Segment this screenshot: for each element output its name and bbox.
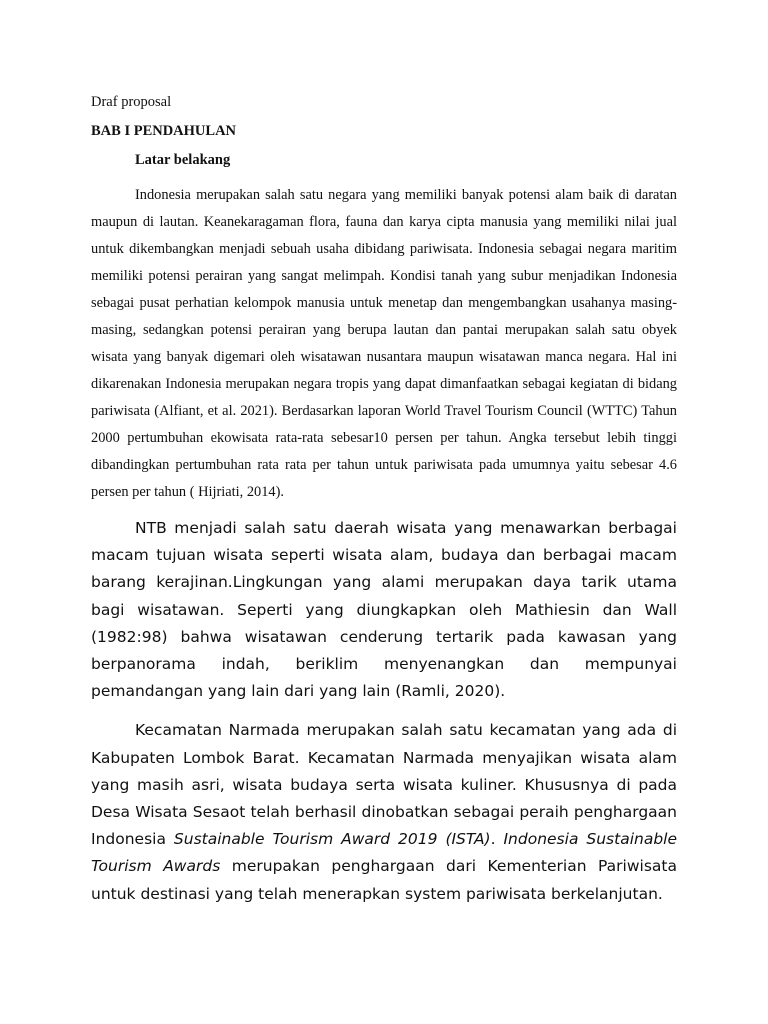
paragraph-3-italic-2: Indonesia Sustainable Tourism Awards bbox=[91, 830, 678, 876]
draft-label: Draf proposal bbox=[91, 94, 172, 110]
paragraph-3-part-2: . bbox=[490, 830, 504, 849]
paragraph-2: NTB menjadi salah satu daerah wisata yang menawarkan berbagai macam tujuan wisata seperti wisata alam, budaya dan berbagai macam barang kerajinan.Lingkungan yang alami merupakan daya tarik utama bagi wisatawan. Seperti yang diungkapkan oleh Mathiesin dan Wall (1982:98) bahwa wisatawan cenderung tertarik pada kawasan yang berpanorama indah, beriklim menyenangkan dan mempunyai pemandangan yang lain dari yang lain (Ramli, 2020). bbox=[91, 519, 677, 701]
paragraph-3-part-3: merupakan penghargaan dari Kementerian Pariwisata untuk destinasi yang telah menerapkan system pariwisata berkelanjutan. bbox=[91, 857, 677, 903]
paragraph-3-part-1: Kecamatan Narmada merupakan salah satu kecamatan yang ada di Kabupaten Lombok Barat. Kecamatan Narmada menyajikan wisata alam yang masih asri, wisata budaya serta wisata kuliner. Khususnya di pada Desa Wisata Sesaot telah berhasil dinobatkan sebagai peraih penghargaan Indonesia bbox=[91, 721, 677, 849]
paragraph-3 bbox=[91, 717, 677, 907]
paragraph-1: Indonesia merupakan salah satu negara yang memiliki banyak potensi alam baik di daratan maupun di lautan. Keanekaragaman flora, fauna dan karya cipta manusia yang memiliki nilai jual untuk dikembangkan menjadi sebuah usaha dibidang pariwisata. Indonesia sebagai negara maritim memiliki potensi perairan yang sangat melimpah. Kondisi tanah yang subur menjadikan Indonesia sebagai pusat perhatian kelompok manusia untuk menetap dan mengembangkan usahanya masing-masing, sedangkan potensi perairan yang berupa lautan dan pantai merupakan salah satu obyek wisata yang banyak digemari oleh wisatawan nusantara maupun wisatawan manca negara. Hal ini dikarenakan Indonesia merupakan negara tropis yang dapat dimanfaatkan sebagai kegiatan di bidang pariwisata (Alfiant, et al. 2021). Berdasarkan laporan World Travel Tourism Council (WTTC) Tahun 2000 pertumbuhan ekowisata rata-rata sebesar10 persen per tahun. Angka tersebut lebih tinggi dibandingkan pertumbuhan rata rata per tahun untuk pariwisata pada umumnya yaitu sebesar 4.6 persen per tahun ( Hijriati, 2014). bbox=[91, 187, 677, 500]
chapter-title: BAB I PENDAHULAN bbox=[91, 123, 237, 139]
paragraph-3-italic-1: Sustainable Tourism Award 2019 (ISTA) bbox=[173, 830, 491, 849]
document-page bbox=[91, 92, 677, 908]
section-title: Latar belakang bbox=[135, 152, 231, 168]
